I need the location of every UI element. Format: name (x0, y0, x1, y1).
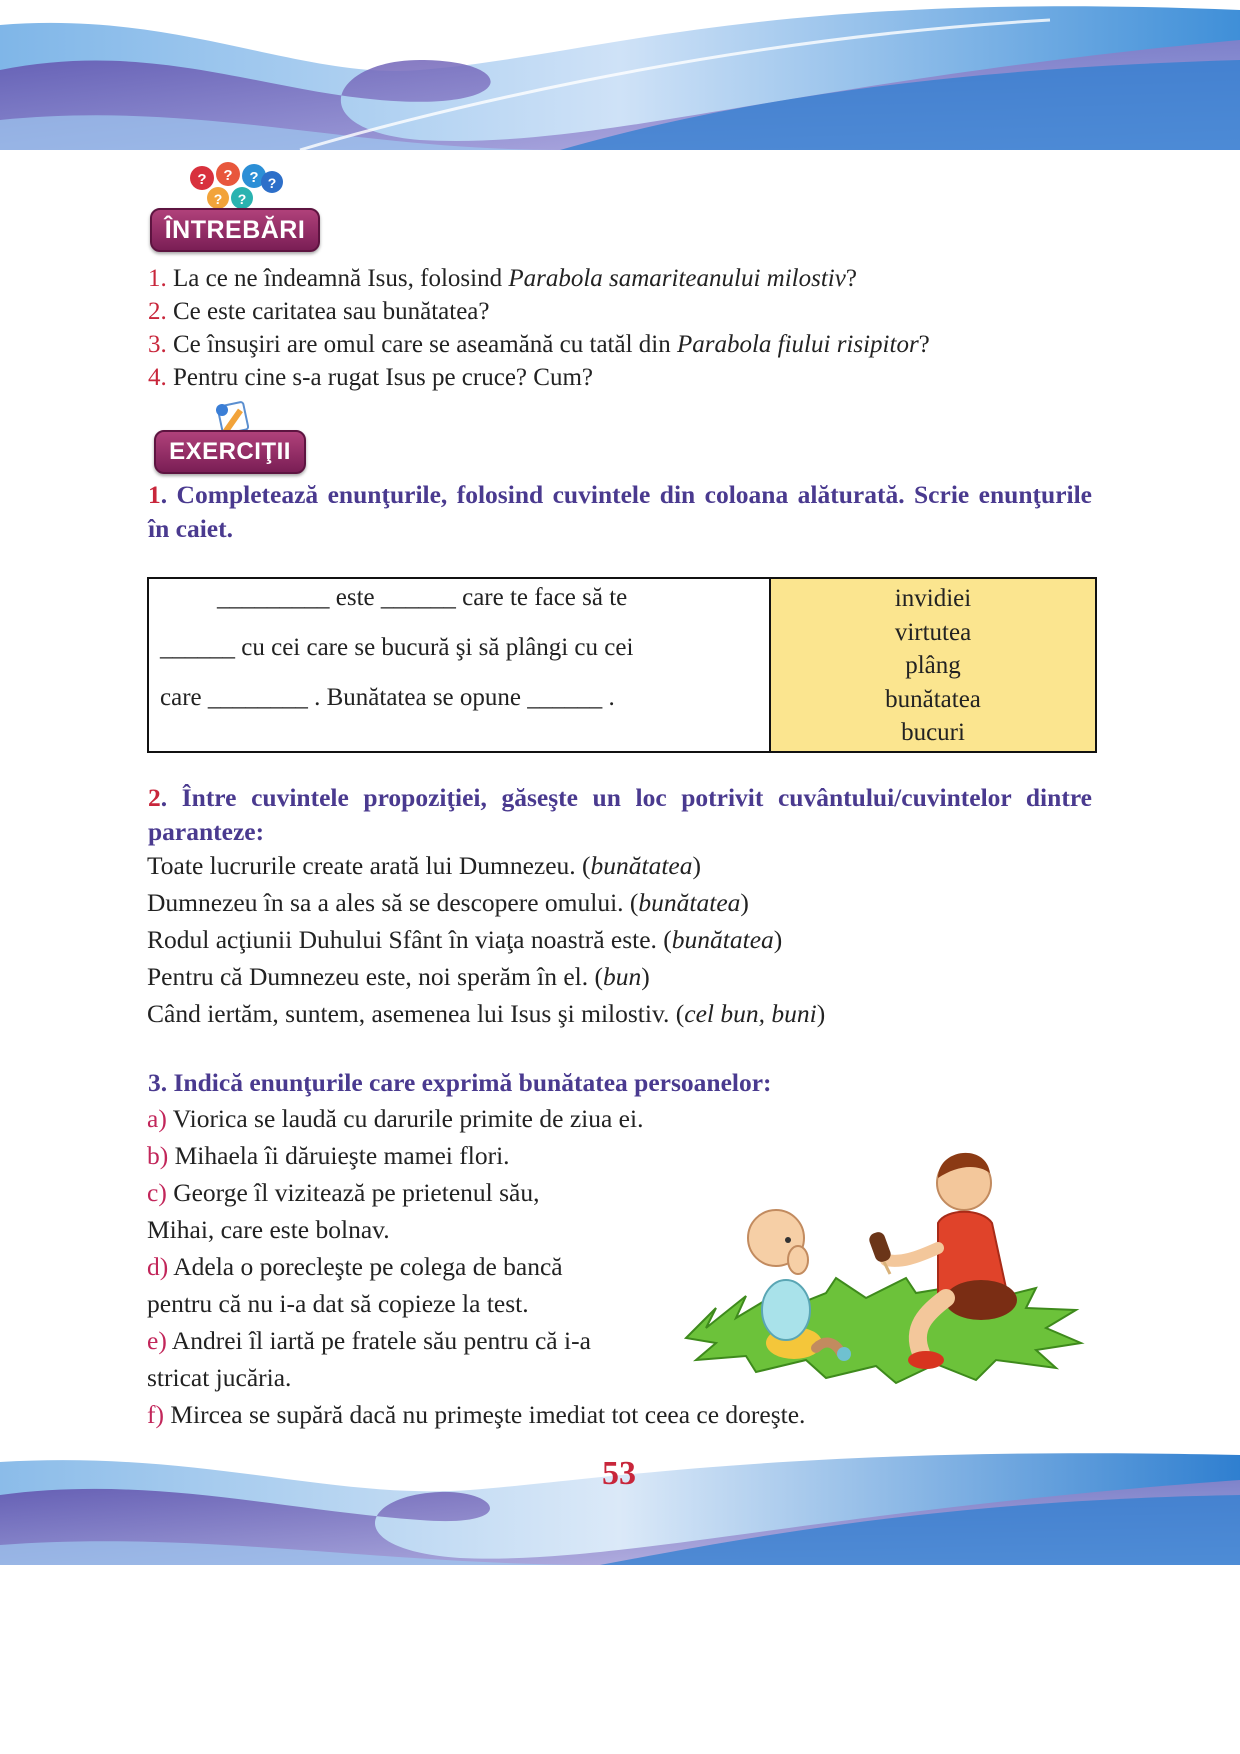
svg-text:?: ? (237, 191, 247, 207)
word-bank-item: bucuri (901, 719, 965, 746)
question-item: 3. Ce însuşiri are omul care se aseamănă cu tatăl din Parabola fiului risipitor? (148, 331, 930, 358)
question-bubbles-icon (190, 158, 300, 212)
word-bank-item: virtutea (894, 618, 972, 646)
questions-badge-label: ÎNTREBĂRI (150, 208, 320, 252)
sentence-line: Când iertăm, suntem, asemenea lui Isus şi milostiv. (cel bun, buni) (147, 999, 826, 1028)
sentence-line: ______ cu cei care se bucură şi să plângi cu cei (160, 634, 634, 661)
page-number: 53 (602, 1455, 636, 1492)
svg-text:?: ? (197, 171, 207, 188)
svg-text:?: ? (213, 191, 223, 207)
sentence-line: Dumnezeu în sa a ales să se descopere omului. (bunătatea) (147, 888, 749, 917)
sentence-line: _________ este ______ care te face să te (217, 584, 628, 611)
question-item: 2. Ce este caritatea sau bunătatea? (148, 298, 490, 325)
option-item: e) Andrei îl iartă pe fratele său pentru că i-a stricat jucăria. (147, 1326, 591, 1392)
exercise-2-sentences (147, 847, 1107, 1032)
exercise-2-heading: 2. Între cuvintele propoziţiei, găseşte un loc potrivit cuvântului/cuvintelor dintre paranteze: (148, 783, 1092, 846)
svg-text:?: ? (223, 167, 233, 184)
option-item: a) Viorica se laudă cu darurile primite de ziua ei. (147, 1104, 644, 1133)
question-item: 4. Pentru cine s-a rugat Isus pe cruce? Cum? (148, 364, 593, 391)
exercises-badge (152, 400, 312, 476)
top-wave-banner (0, 0, 1240, 150)
exercise-1-heading: 1. Completează enunţurile, folosind cuvintele din coloana alăturată. Scrie enunţurile în caiet. (148, 480, 1092, 543)
fill-in-sentences (148, 578, 770, 752)
word-bank-item: invidiei (894, 585, 972, 612)
sentence-line: Toate lucrurile create arată lui Dumnezeu. (bunătatea) (147, 851, 702, 880)
question-item: 1. La ce ne îndeamnă Isus, folosind Parabola samariteanului milostiv? (148, 265, 857, 292)
questions-badge (150, 158, 320, 252)
fill-in-table (147, 577, 1097, 753)
option-item: d) Adela o porecleşte pe colega de bancă pentru că nu i-a dat să copieze la test. (147, 1252, 563, 1318)
word-bank-item: bunătatea (885, 685, 981, 713)
option-item: f) Mircea se supără dacă nu primeşte imediat tot ceea ce doreşte. (147, 1400, 806, 1429)
word-bank-item: plâng (905, 652, 961, 679)
sentence-line: care ________ . Bunătatea se opune ______ . (160, 684, 615, 711)
svg-text:?: ? (267, 175, 277, 191)
sentence-line: Pentru că Dumnezeu este, noi sperăm în el. (bun) (147, 962, 650, 991)
option-item: b) Mihaela îi dăruieşte mamei flori. (147, 1141, 510, 1170)
exercises-badge-label: EXERCIŢII (154, 430, 306, 474)
exercise-3-heading: 3. Indică enunţurile care exprimă bunătatea persoanelor: (148, 1068, 772, 1097)
option-item: c) George îl vizitează pe prietenul său, Mihai, care este bolnav. (147, 1178, 540, 1244)
children-ice-cream-illustration (676, 1128, 1090, 1390)
sentence-line: Rodul acţiunii Duhului Sfânt în viaţa noastră este. (bunătatea) (147, 925, 783, 954)
svg-text:?: ? (249, 169, 259, 186)
word-bank (770, 578, 1096, 752)
questions-list (148, 262, 1108, 394)
